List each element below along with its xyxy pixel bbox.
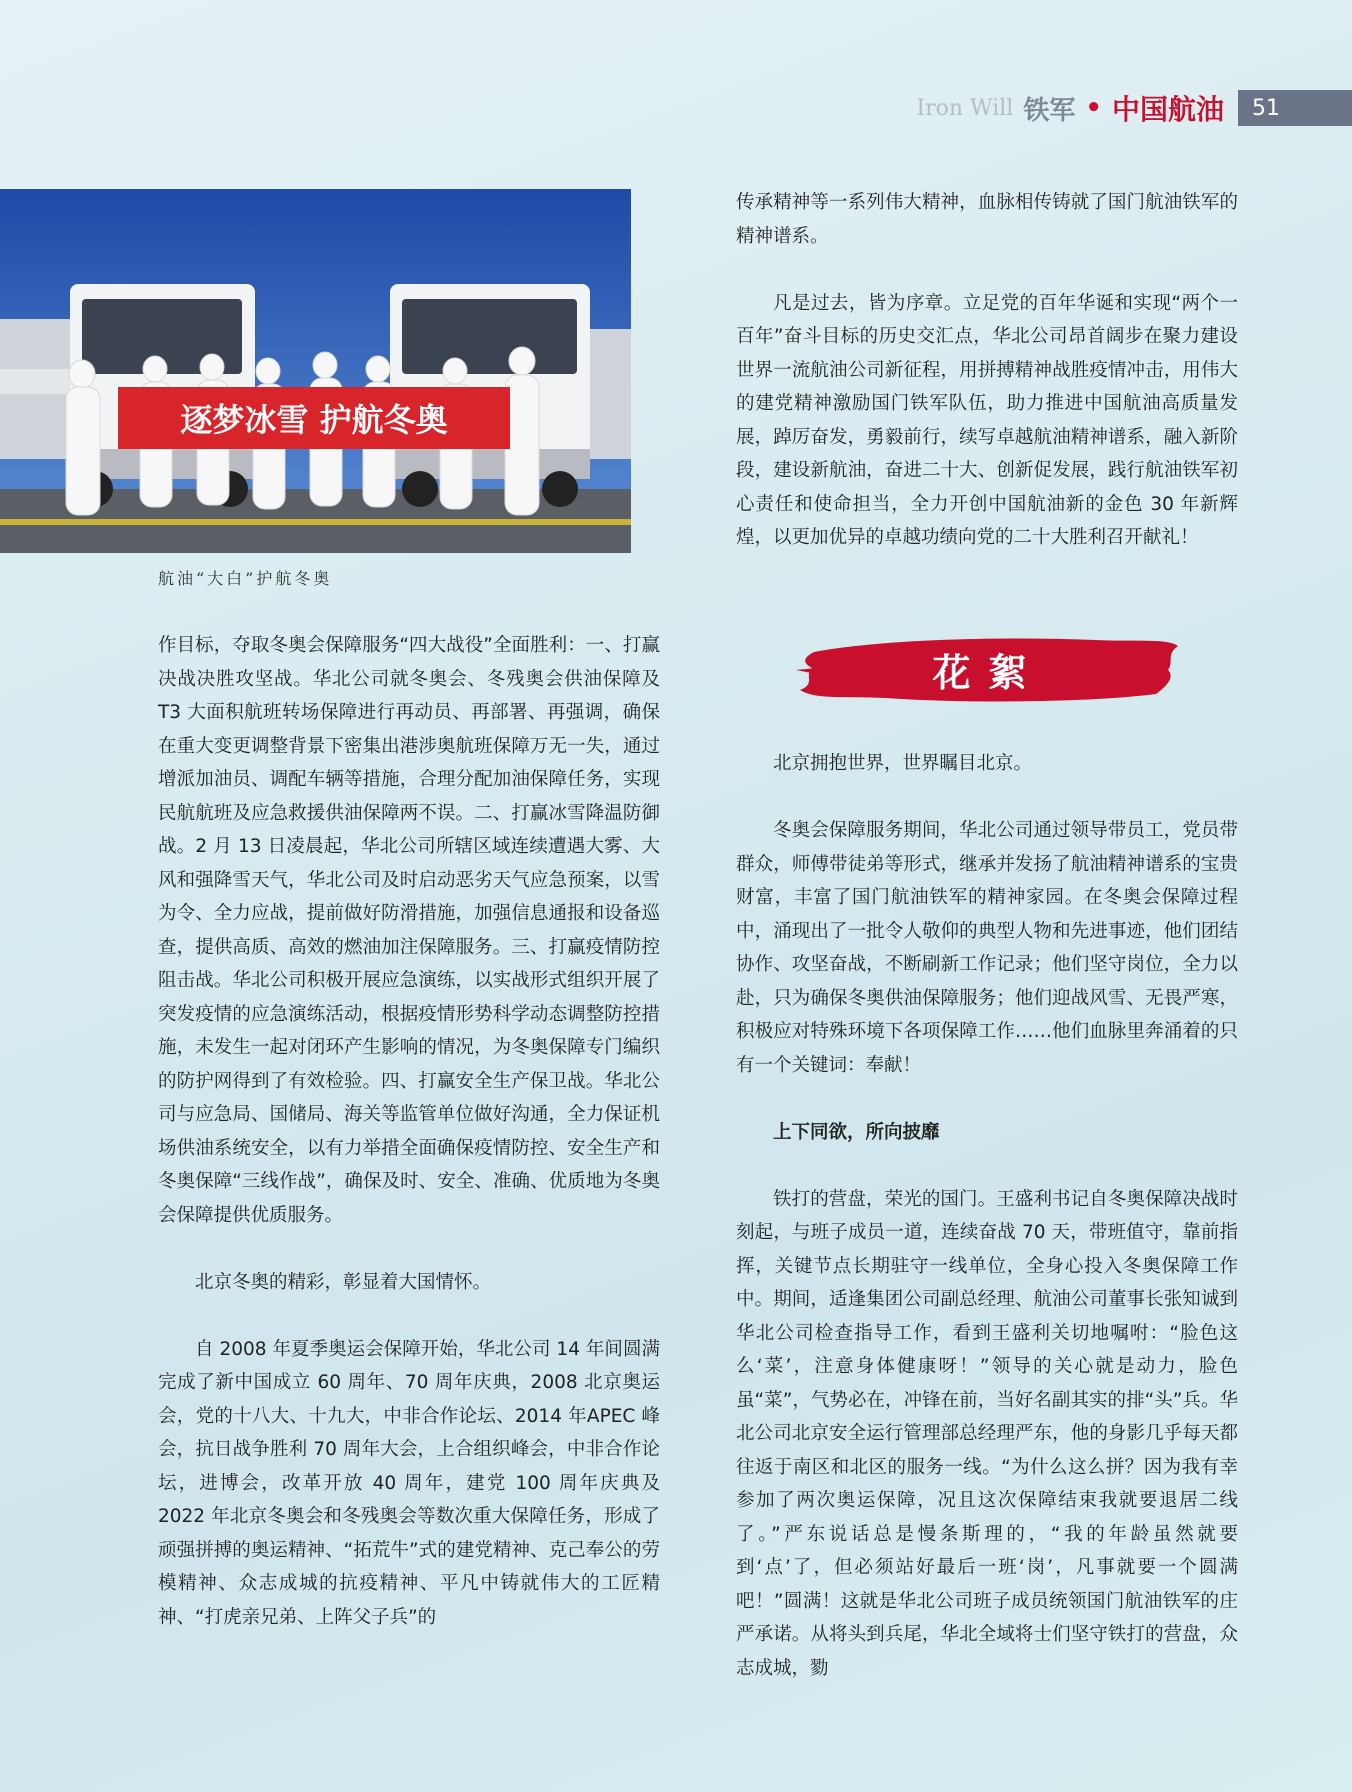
photo-workers-with-banner [0,189,631,553]
left-paragraph-3: 自 2008 年夏季奥运会保障开始，华北公司 14 年间圆满完成了新中国成立 60 周年、70 周年庆典，2008 北京奥运会，党的十八大、十九大，中非合作论坛、2014 年APEC 峰会，抗日战争胜利 70 周年大会，上合组织峰会，中非合作论坛，进博会，改革开放 40 周年，建党 100 周年庆典及 2022 年北京冬奥会和冬残奥会等数次重大保障任务，形成了顽强拼搏的奥运精神、“拓荒牛”式的建党精神、克己奉公的劳模精神、众志成城的抗疫精神、平凡中铸就伟大的工匠精神、“打虎亲兄弟、上阵父子兵”的 [158,1338,660,1628]
page-number: 51 [1238,90,1352,126]
right-paragraph-3: 北京拥抱世界，世界瞩目北京。 [773,753,1033,774]
photo-caption: 航油“大白”护航冬奥 [158,569,333,588]
header-magazine-title: 中国航油 [1111,93,1224,126]
left-paragraph-1: 作目标，夺取冬奥会保障服务“四大战役”全面胜利：一、打赢决战决胜攻坚战。华北公司就冬奥会、冬残奥会供油保障及 T3 大面积航班转场保障进行再动员、再部署、再强调，确保在重大变更调整背景下密集出港涉奥航班保障万无一失，通过增派加油员、调配车辆等措施，合理分配加油保障任务，实现民航航班及应急救援供油保障两不误。二、打赢冰雪降温防御战。2 月 13 日凌晨起，华北公司所辖区域连续遭遇大雾、大风和强降雪天气，华北公司及时启动恶劣天气应急预案，以雪为令、全力应战，提前做好防滑措施，加强信息通报和设备巡查，提供高质、高效的燃油加注保障服务。三、打赢疫情防控阻击战。华北公司积极开展应急演练，以实战形式组织开展了突发疫情的应急演练活动，根据疫情形势科学动态调整防控措施，未发生一起对闭环产生影响的情况，为冬奥保障专门编织的防护网得到了有效检验。四、打赢安全生产保卫战。华北公司与应急局、国储局、海关等监管单位做好沟通，全力保证机场供油系统安全，以有力举措全面确保疫情防控、安全生产和冬奥保障“三线作战”，确保及时、安全、准确、优质地为冬奥会保障提供优质服务。 [158,635,660,1226]
photo-banner-text: 逐梦冰雪 护航冬奥 [180,401,448,439]
section-title: 花絮 [932,650,1045,695]
left-column [158,629,660,1634]
page-header [916,90,1352,126]
right-paragraph-4: 冬奥会保障服务期间，华北公司通过领导带员工，党员带群众，师傅带徒弟等形式，继承并发扬了航油精神谱系的宝贵财富，丰富了国门航油铁军的精神家园。在冬奥会保障过程中，涌现出了一批令人敬仰的典型人物和先进事迹，他们团结协作、攻坚奋战，不断刷新工作记录；他们坚守岗位，全力以赴，只为确保冬奥供油保障服务；他们迎战风雪、无畏严寒，积极应对特殊环境下各项保障工作……他们血脉里奔涌着的只有一个关键词：奉献！ [736,820,1238,1076]
right-paragraph-2: 凡是过去，皆为序章。立足党的百年华诞和实现“两个一百年”奋斗目标的历史交汇点，华北公司昂首阔步在聚力建设世界一流航油公司新征程，用拼搏精神战胜疫情冲击，用伟大的建党精神激励国门铁军队伍，助力推进中国航油高质量发展，踔厉奋发，勇毅前行，续写卓越航油精神谱系，融入新阶段，建设新航油，奋进二十大、创新促发展，践行航油铁军初心责任和使命担当，全力开创中国航油新的金色 30 年新辉煌，以更加优异的卓越功绩向党的二十大胜利召开献礼！ [736,292,1238,548]
right-column-top [736,186,1238,555]
header-section-title: 铁军 [1023,95,1076,126]
left-paragraph-2: 北京冬奥的精彩，彰显着大国情怀。 [195,1271,492,1293]
right-paragraph-5: 铁打的营盘，荣光的国门。王盛利书记自冬奥保障决战时刻起，与班子成员一道，连续奋战 70 天，带班值守，靠前指挥，关键节点长期驻守一线单位，全身心投入冬奥保障工作中。期间，适逢集团公司副总经理、航油公司董事长张知诚到华北公司检查指导工作，看到王盛利关切地嘱咐：“脸色这么‘菜’，注意身体健康呀！”领导的关心就是动力，脸色虽“菜”，气势必在，冲锋在前，当好名副其实的排“头”兵。华北公司北京安全运行管理部总经理严东，他的身影几乎每天都往返于南区和北区的服务一线。“为什么这么拼？因为我有幸参加了两次奥运保障，况且这次保障结束我就要退居二线了。”严东说话总是慢条斯理的，“我的年龄虽然就要到‘点’了，但必须站好最后一班‘岗’，凡事就要一个圆满吧！”圆满！这就是华北公司班子成员统领国门航油铁军的庄严承诺。从将头到兵尾，华北全域将士们坚守铁打的营盘，众志成城，勠 [736,1188,1238,1679]
header-english-title: Iron Will [916,95,1014,121]
subheading: 上下同欲，所向披靡 [773,1121,940,1143]
right-paragraph-1: 传承精神等一系列伟大精神，血脉相传铸就了国门航油铁军的精神谱系。 [736,192,1238,247]
header-separator: • [1085,93,1102,123]
right-column-bottom [736,747,1238,1685]
